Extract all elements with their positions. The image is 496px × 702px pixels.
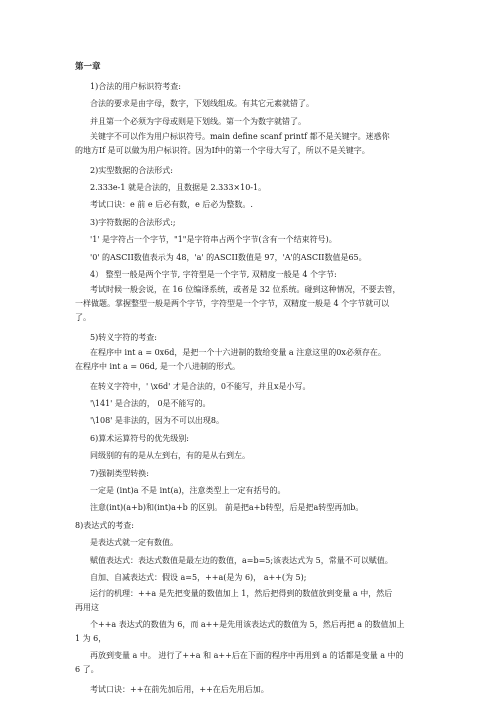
text-line: 再用这 [75, 602, 99, 612]
text-line: 一定是 (int)a 不是 int(a)，注意类型上一定有括号的。 [90, 486, 286, 496]
text-line: 1)合法的用户标识符考查: [90, 82, 181, 91]
text-line: 6 了。 [75, 665, 99, 675]
text-line: 3)字符数据的合法形式:; [90, 217, 176, 227]
text-line: 在程序中 int a = 0x6d，是把一个十六进制的数给变量 a 注意这里的0x必须存在。 [90, 348, 386, 358]
text-line: 考试口诀：e 前 e 后必有数，e 后必为整数。. [90, 200, 253, 210]
text-line: 的地方If 是可以做为用户标识符。因为If中的第一个字母大写了，所以不是关键字。 [75, 146, 370, 156]
text-line: 考试时候一般会说，在 16 位编译系统，或者是 32 位系统。碰到这种情况，不要去管， [90, 285, 401, 295]
text-line: 再放到变量 a 中。 进行了++a 和 a++后在下面的程序中再用到 a 的话都是变量 a 中的 [90, 651, 404, 661]
text-line: 5)转义字符的考查: [90, 332, 157, 342]
text-line: 1 为 6， [75, 633, 107, 643]
document-body [75, 78, 430, 698]
text-line: 自加、自减表达式：假设 a=5，++a(是为 6)， a++(为 5); [90, 573, 307, 583]
text-line: '1' 是字符占一个字节，"1"是字符串占两个字节(含有一个结束符号)。 [90, 235, 337, 245]
text-line: '\108' 是非法的，因为不可以出现8。 [90, 416, 224, 426]
text-line: 4） 整型一般是两个字节, 字符型是一个字节, 双精度一般是 4 个字节: [90, 270, 337, 280]
text-line: 是表达式就一定有数值。 [90, 538, 178, 548]
text-line: 个++a 表达式的数值为 6，而 a++是先用该表达式的数值为 5，然后再把 a 的数值加上 [90, 619, 405, 629]
text-line: 赋值表达式：表达式数值是最左边的数值，a=b=5;该表达式为 5，常量不可以赋值。 [90, 555, 393, 565]
paragraph [75, 130, 430, 158]
text-line: 7)强制类型转换: [90, 468, 149, 478]
text-line: 合法的要求是由字母，数字，下划线组成。有其它元素就错了。 [90, 99, 314, 109]
text-line: '0' 的ASCII数值表示为 48，'a' 的ASCII数值是 97，'A'的ASCII数值是65。 [90, 252, 367, 262]
paragraph [75, 346, 430, 374]
chapter-heading: 第一章 [75, 62, 101, 72]
text-line: 关键字不可以作为用户标识符号。main define scanf printf 都不是关键字。迷惑你 [90, 132, 390, 142]
text-line: 6)算术运算符号的优先级别: [90, 433, 189, 443]
paragraph [75, 283, 430, 325]
text-line: 在程序中 int a = 06d, 是一个八进制的形式。 [75, 362, 240, 372]
text-line: 考试口诀：++在前先加后用，++在后先用后加。 [90, 684, 269, 694]
paragraph [75, 618, 430, 646]
text-line: 一样做题。掌握整型一般是两个字节，字符型是一个字节，双精度一般是 4 个字节就可以 [75, 299, 390, 309]
text-line: 在转义字符中，' \x6d' 才是合法的，0不能写，并且x是小写。 [90, 381, 311, 391]
text-line: '\141' 是合法的， 0是不能写的。 [90, 399, 211, 409]
text-line: 了。 [75, 313, 91, 323]
text-line: 并且第一个必须为字母或则是下划线。第一个为数字就错了。 [90, 116, 306, 126]
text-line: 同级别的有的是从左到右，有的是从右到左。 [90, 451, 250, 461]
text-line: 注意(int)(a+b)和(int)a+b 的区别。 前是把a+b转型，后是把a转型再加b。 [90, 503, 364, 513]
text-line: 2)实型数据的合法形式: [90, 165, 173, 175]
paragraph [75, 649, 430, 677]
text-line: 运行的机理：++a 是先把变量的数值加上 1，然后把得到的数值放到变量 a 中，然后 [90, 588, 393, 598]
paragraph [75, 587, 430, 615]
text-line: 8)表达式的考查: [75, 520, 134, 530]
text-line: 2.333e-1 就是合法的，且数据是 2.333×10-1。 [90, 183, 267, 193]
